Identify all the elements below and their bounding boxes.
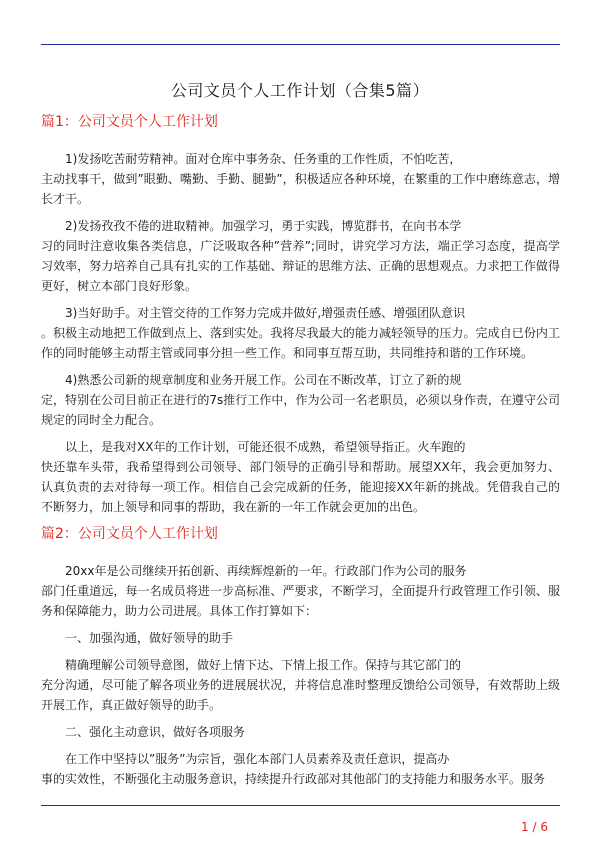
paragraph-first-line: 以上，是我对XX年的工作计划，可能还很不成熟，希望领导指正。火车跑的 (65, 440, 466, 454)
paragraph-first-line: 20xx年是公司继续开拓创新、再续辉煌新的一年。行政部门作为公司的服务 (65, 564, 467, 578)
section-heading: 篇2：公司文员个人工作计划 (41, 526, 218, 542)
paragraph (41, 749, 560, 789)
paragraph (41, 303, 560, 363)
paragraph-body: 充分沟通，尽可能了解各项业务的进展展状况，并将信息准时整理反馈给公司领导，有效帮助上级开展工作，真正做好领导的助手。 (41, 678, 560, 712)
paragraph-first-line: 3)当好助手。对主管交待的工作努力完成并做好,增强责任感、增强团队意识 (65, 306, 466, 320)
paragraph (41, 655, 560, 715)
paragraph-body: 快还靠车头带，我希望得到公司领导、部门领导的正确引导和帮助。展望XX年，我会更加努力、认真负责的去对待每一项工作。相信自己会完成新的任务，能迎接XX年新的挑战。凭借我自己的不断努力，加上领导和同事的帮助，我在新的一年工作就会更加的出色。 (41, 460, 560, 514)
paragraph-first-line: 1)发扬吃苦耐劳精神。面对仓库中事务杂、任务重的工作性质，不怕吃苦， (65, 152, 462, 166)
paragraph-body: 事的实效性，不断强化主动服务意识，持续提升行政部对其他部门的支持能力和服务水平。服务 (41, 772, 546, 786)
paragraph (41, 561, 560, 621)
paragraph-first-line: 精确理解公司领导意图，做好上情下达、下情上报工作。保持与其它部门的 (65, 658, 462, 672)
paragraph-body: 习的同时注意收集各类信息，广泛吸取各种”营养”;同时，讲究学习方法，端正学习态度，提高学习效率，努力培养自己具有扎实的工作基础、辩证的思维方法、正确的思想观点。力求把工作做得更好，树立本部门良好形象。 (41, 239, 560, 293)
paragraph (41, 149, 560, 209)
subheading: 二、强化主动意识，做好各项服务 (65, 725, 246, 739)
paragraph-body: 主动找事干，做到”眼勤、嘴勤、手勤、腿勤”，积极适应各种环境，在繁重的工作中磨练意志，增长才干。 (41, 172, 560, 206)
footer-rule (41, 805, 560, 806)
header-rule (41, 44, 560, 45)
paragraph-body: 部门任重道远，每一名成员将进一步高标准、严要求，不断学习，全面提升行政管理工作引领、服务和保障能力，助力公司进展。具体工作打算如下： (41, 584, 560, 618)
paragraph-first-line: 4)熟悉公司新的规章制度和业务开展工作。公司在不断改革，订立了新的规 (65, 373, 462, 387)
paragraph (41, 370, 560, 430)
document-body (41, 112, 560, 796)
paragraph-first-line: 2)发扬孜孜不倦的进取精神。加强学习，勇于实践，博览群书，在向书本学 (65, 219, 462, 233)
paragraph (41, 437, 560, 517)
paragraph-first-line: 在工作中坚持以”服务”为宗旨，强化本部门人员素养及责任意识，提高办 (65, 752, 450, 766)
paragraph-body: 定，特别在公司目前正在进行的7s推行工作中，作为公司一名老职员，必须以身作责，在遵守公司规定的同时全力配合。 (41, 393, 560, 427)
section-heading: 篇1：公司文员个人工作计划 (41, 114, 218, 130)
page-title: 公司文员个人工作计划（合集5篇） (170, 81, 430, 100)
subheading: 一、加强沟通，做好领导的助手 (65, 631, 234, 645)
paragraph-body: 。积极主动地把工作做到点上、落到实处。我将尽我最大的能力减轻领导的压力。完成自已份内工作的同时能够主动帮主管或同事分担一些工作。和同事互帮互助，共同维持和谐的工作环境。 (41, 326, 560, 360)
page-number: 1 / 6 (521, 820, 548, 834)
paragraph (41, 216, 560, 296)
